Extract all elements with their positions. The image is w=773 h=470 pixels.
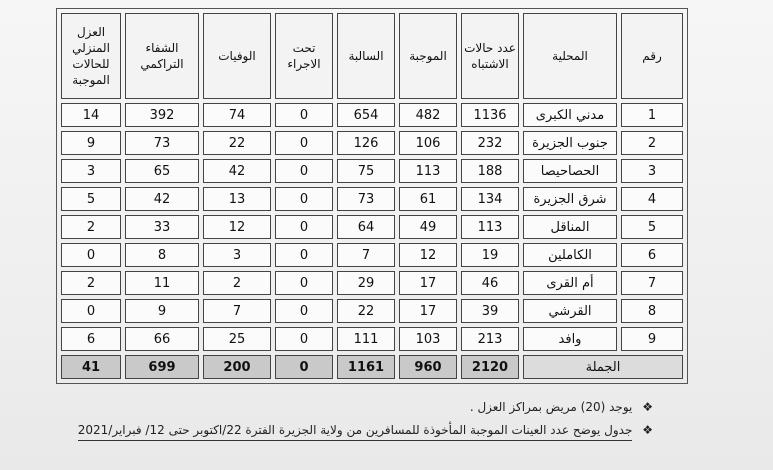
cell-locality: المناقل [523,215,617,239]
cell-positive: 113 [399,159,457,183]
diamond-bullet-icon: ❖ [642,423,653,437]
cell-recovered: 392 [125,103,199,127]
header-deaths: الوفيات [203,13,271,99]
cell-negative: 29 [337,271,395,295]
cell-pending: 0 [275,243,333,267]
cell-rank: 4 [621,187,683,211]
cell-locality: مدني الكبرى [523,103,617,127]
cell-negative: 654 [337,103,395,127]
cell-pending: 0 [275,131,333,155]
cell-negative: 22 [337,299,395,323]
cell-suspected: 1136 [461,103,519,127]
cell-home-isolation: 0 [61,299,121,323]
note-isolation-centers [78,400,653,414]
cell-home-isolation: 14 [61,103,121,127]
table-row [61,327,683,351]
cell-pending: 0 [275,299,333,323]
cell-home-isolation: 0 [61,243,121,267]
note-text: يوجد (20) مريض بمراكز العزل . [469,400,633,414]
cell-pending: 0 [275,187,333,211]
total-positive: 960 [399,355,457,379]
cell-suspected: 113 [461,215,519,239]
diamond-bullet-icon: ❖ [642,400,653,414]
cell-suspected: 19 [461,243,519,267]
cell-pending: 0 [275,215,333,239]
cell-deaths: 25 [203,327,271,351]
total-recovered: 699 [125,355,199,379]
cell-recovered: 66 [125,327,199,351]
total-row [61,355,683,379]
header-rank: رقم [621,13,683,99]
cell-recovered: 33 [125,215,199,239]
cell-pending: 0 [275,159,333,183]
cell-negative: 75 [337,159,395,183]
cell-deaths: 22 [203,131,271,155]
table-row [61,103,683,127]
total-pending: 0 [275,355,333,379]
covid-statistics-table [56,8,688,384]
cell-home-isolation: 9 [61,131,121,155]
cell-rank: 8 [621,299,683,323]
header-locality: المحلية [523,13,617,99]
cell-recovered: 73 [125,131,199,155]
total-deaths: 200 [203,355,271,379]
header-recovered: الشفاء التراكمي [125,13,199,99]
cell-locality: وافد [523,327,617,351]
cell-rank: 7 [621,271,683,295]
cell-deaths: 3 [203,243,271,267]
cell-locality: الحصاحيصا [523,159,617,183]
cell-recovered: 9 [125,299,199,323]
cell-locality: شرق الجزيرة [523,187,617,211]
cell-home-isolation: 2 [61,271,121,295]
cell-rank: 9 [621,327,683,351]
cell-rank: 1 [621,103,683,127]
cell-deaths: 42 [203,159,271,183]
cell-negative: 126 [337,131,395,155]
header-negative: السالبة [337,13,395,99]
cell-negative: 64 [337,215,395,239]
cell-negative: 73 [337,187,395,211]
cell-positive: 49 [399,215,457,239]
cell-home-isolation: 3 [61,159,121,183]
table-row [61,187,683,211]
cell-locality: أم القرى [523,271,617,295]
cell-home-isolation: 5 [61,187,121,211]
header-pending: تحت الاجراء [275,13,333,99]
cell-pending: 0 [275,327,333,351]
cell-suspected: 134 [461,187,519,211]
caption-text: جدول يوضح عدد العينات الموجبة المأخوذة للمسافرين من ولاية الجزيرة الفترة 22/اكتوبر حتى 12/ فبراير/2021 [78,423,633,441]
cell-positive: 61 [399,187,457,211]
table-row [61,243,683,267]
header-row [61,13,683,99]
cell-recovered: 8 [125,243,199,267]
table-row [61,159,683,183]
cell-home-isolation: 2 [61,215,121,239]
cell-suspected: 39 [461,299,519,323]
cell-deaths: 7 [203,299,271,323]
cell-deaths: 2 [203,271,271,295]
cell-positive: 106 [399,131,457,155]
header-home-isolation: العزل المنزلي للحالات الموجبة [61,13,121,99]
total-negative: 1161 [337,355,395,379]
cell-negative: 111 [337,327,395,351]
cell-rank: 5 [621,215,683,239]
cell-rank: 6 [621,243,683,267]
cell-locality: الكاملين [523,243,617,267]
total-home-isolation: 41 [61,355,121,379]
header-suspected: عدد حالات الاشتباه [461,13,519,99]
cell-recovered: 11 [125,271,199,295]
cell-suspected: 46 [461,271,519,295]
notes-section [78,400,653,450]
cell-suspected: 213 [461,327,519,351]
table-row [61,215,683,239]
cell-negative: 7 [337,243,395,267]
cell-positive: 17 [399,271,457,295]
total-suspected: 2120 [461,355,519,379]
cell-home-isolation: 6 [61,327,121,351]
cell-positive: 103 [399,327,457,351]
cell-pending: 0 [275,271,333,295]
cell-rank: 3 [621,159,683,183]
cell-locality: جنوب الجزيرة [523,131,617,155]
table-row [61,131,683,155]
cell-pending: 0 [275,103,333,127]
table-row [61,299,683,323]
table-row [61,271,683,295]
cell-deaths: 13 [203,187,271,211]
cell-suspected: 188 [461,159,519,183]
cell-rank: 2 [621,131,683,155]
cell-positive: 482 [399,103,457,127]
cell-positive: 17 [399,299,457,323]
cell-suspected: 232 [461,131,519,155]
cell-positive: 12 [399,243,457,267]
note-table-caption [78,423,653,441]
cell-locality: القرشي [523,299,617,323]
cell-deaths: 74 [203,103,271,127]
cell-recovered: 65 [125,159,199,183]
total-label: الجملة [523,355,683,379]
cell-deaths: 12 [203,215,271,239]
cell-recovered: 42 [125,187,199,211]
header-positive: الموجبة [399,13,457,99]
